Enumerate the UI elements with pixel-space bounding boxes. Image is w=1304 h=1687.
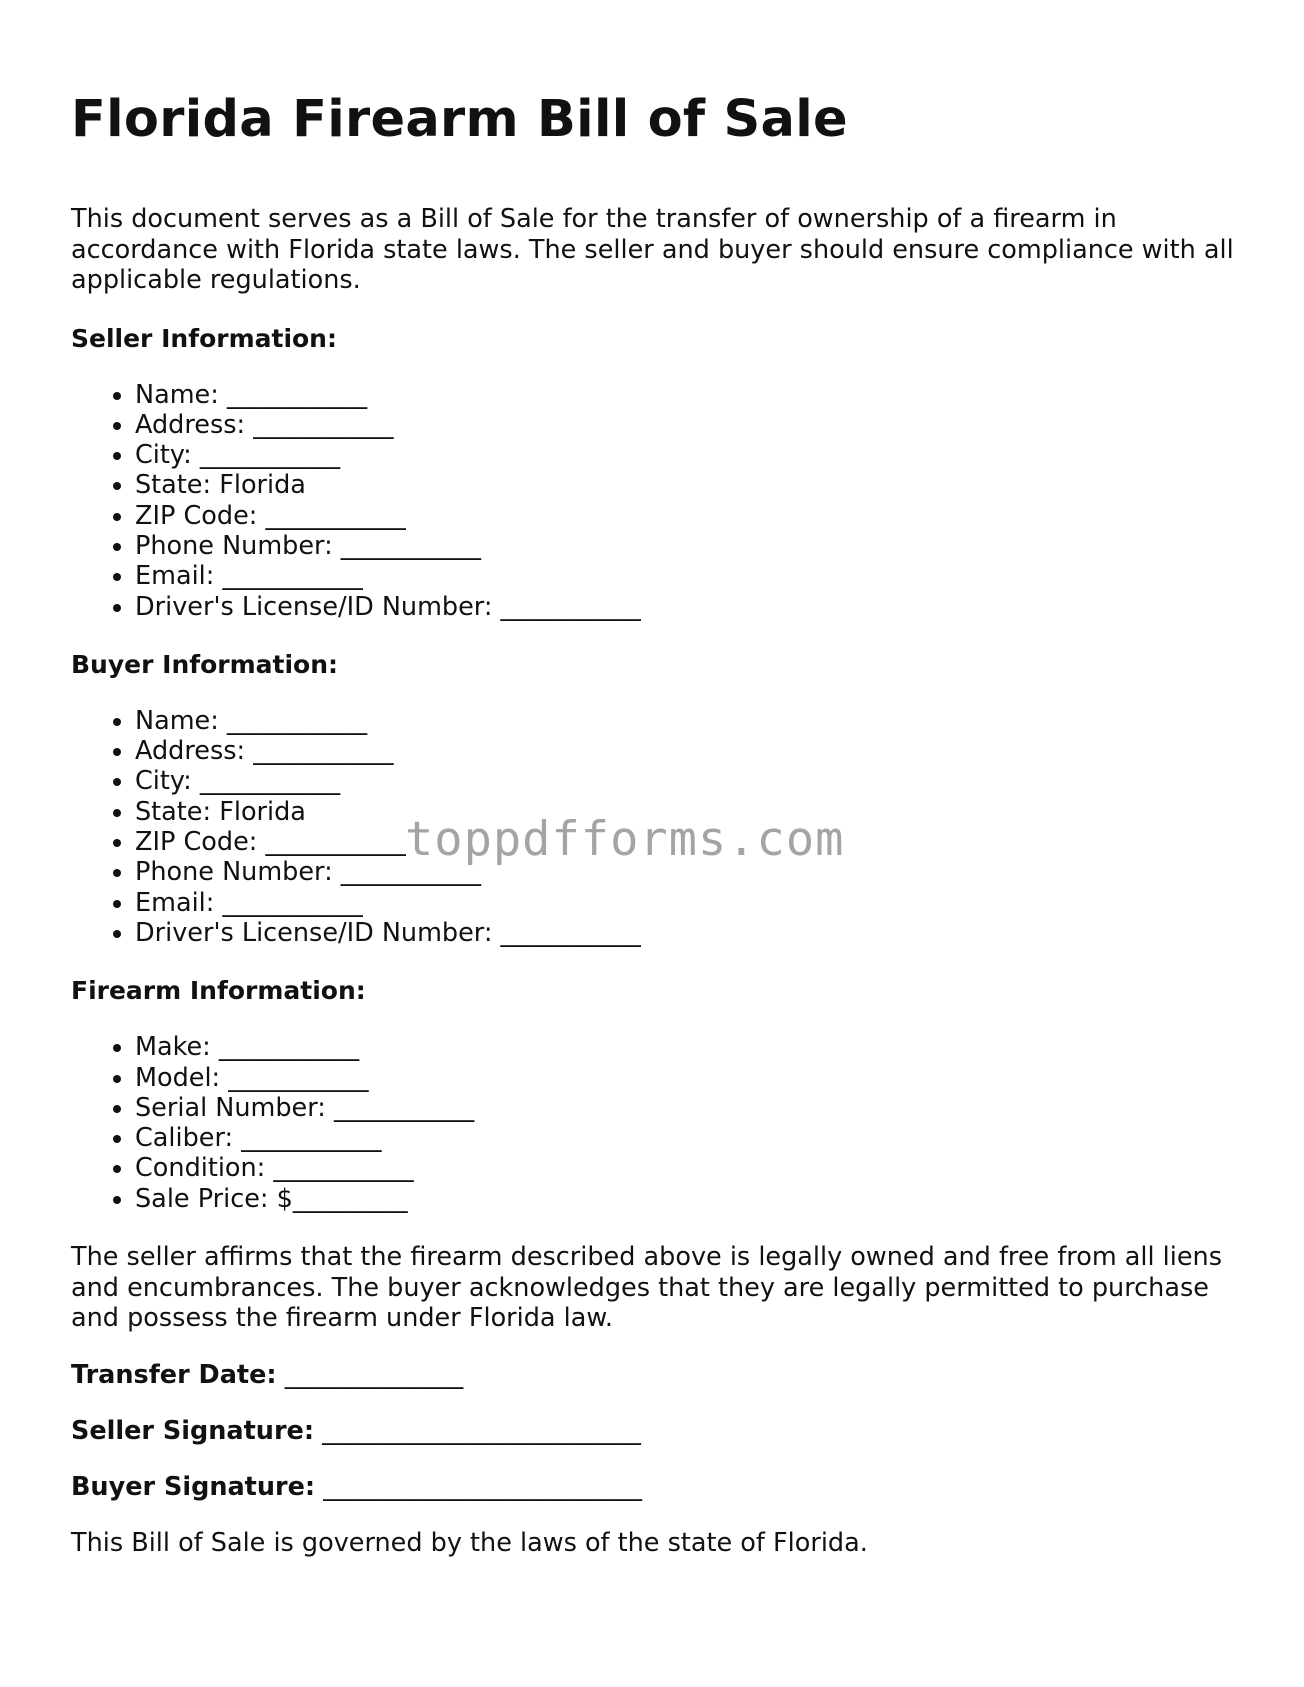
buyer-email-field: • Email: ___________ [135, 888, 1241, 918]
buyer-phone-field: • Phone Number: ___________ [135, 857, 1241, 887]
transfer-date-row [71, 1360, 1241, 1390]
buyer-name-field: • Name: ___________ [135, 706, 1241, 736]
seller-address-field: • Address: ___________ [135, 410, 1241, 440]
document-title: Florida Firearm Bill of Sale [71, 90, 848, 149]
seller-info-heading: Seller Information: [71, 323, 337, 353]
buyer-license-field: • Driver's License/ID Number: ___________ [135, 918, 1241, 948]
buyer-city-field: • City: ___________ [135, 766, 1241, 796]
watermark-text: toppdfforms.com [405, 812, 845, 867]
firearm-model-field: • Model: ___________ [135, 1063, 1241, 1093]
buyer-state-field: • State: Florida [135, 797, 1241, 827]
seller-signature-row [71, 1416, 1241, 1446]
seller-state-field: • State: Florida [135, 470, 1241, 500]
seller-signature-label: Seller Signature: [71, 1415, 315, 1446]
firearm-price-field: • Sale Price: $_________ [135, 1184, 1241, 1214]
firearm-caliber-field: • Caliber: ___________ [135, 1123, 1241, 1153]
seller-name-field: • Name: ___________ [135, 380, 1241, 410]
buyer-signature-label: Buyer Signature: [71, 1471, 316, 1502]
firearm-make-field: • Make: ___________ [135, 1032, 1241, 1062]
seller-license-field: • Driver's License/ID Number: ___________ [135, 592, 1241, 622]
buyer-signature-blank: _________________________ [323, 1471, 642, 1502]
buyer-signature-row [71, 1472, 1241, 1502]
transfer-date-blank: ______________ [284, 1359, 464, 1390]
seller-city-field: • City: ___________ [135, 440, 1241, 470]
buyer-info-heading: Buyer Information: [71, 649, 339, 679]
seller-signature-blank: _________________________ [322, 1415, 641, 1446]
buyer-address-field: • Address: ___________ [135, 736, 1241, 766]
firearm-serial-field: • Serial Number: ___________ [135, 1093, 1241, 1123]
affirmation-paragraph: The seller affirms that the firearm described above is legally owned and free from all liens and encumbrances. The buyer acknowledges that they are legally permitted to purchase and possess the firearm under Florida law. [71, 1242, 1222, 1334]
firearm-condition-field: • Condition: ___________ [135, 1153, 1241, 1183]
intro-paragraph: This document serves as a Bill of Sale for the transfer of ownership of a firearm in accordance with Florida state laws. The seller and buyer should ensure compliance with all applicable regulations. [71, 204, 1234, 295]
buyer-zip-field: • ZIP Code: ___________ [135, 827, 1241, 857]
firearm-info-heading: Firearm Information: [71, 976, 366, 1006]
transfer-date-label: Transfer Date: [71, 1359, 277, 1390]
seller-email-field: • Email: ___________ [135, 561, 1241, 591]
seller-zip-field: • ZIP Code: ___________ [135, 501, 1241, 531]
firearm-info-list [71, 1032, 1241, 1214]
seller-info-list [71, 380, 1241, 622]
seller-phone-field: • Phone Number: ___________ [135, 531, 1241, 561]
closing-statement: This Bill of Sale is governed by the laws of the state of Florida. [71, 1527, 868, 1558]
